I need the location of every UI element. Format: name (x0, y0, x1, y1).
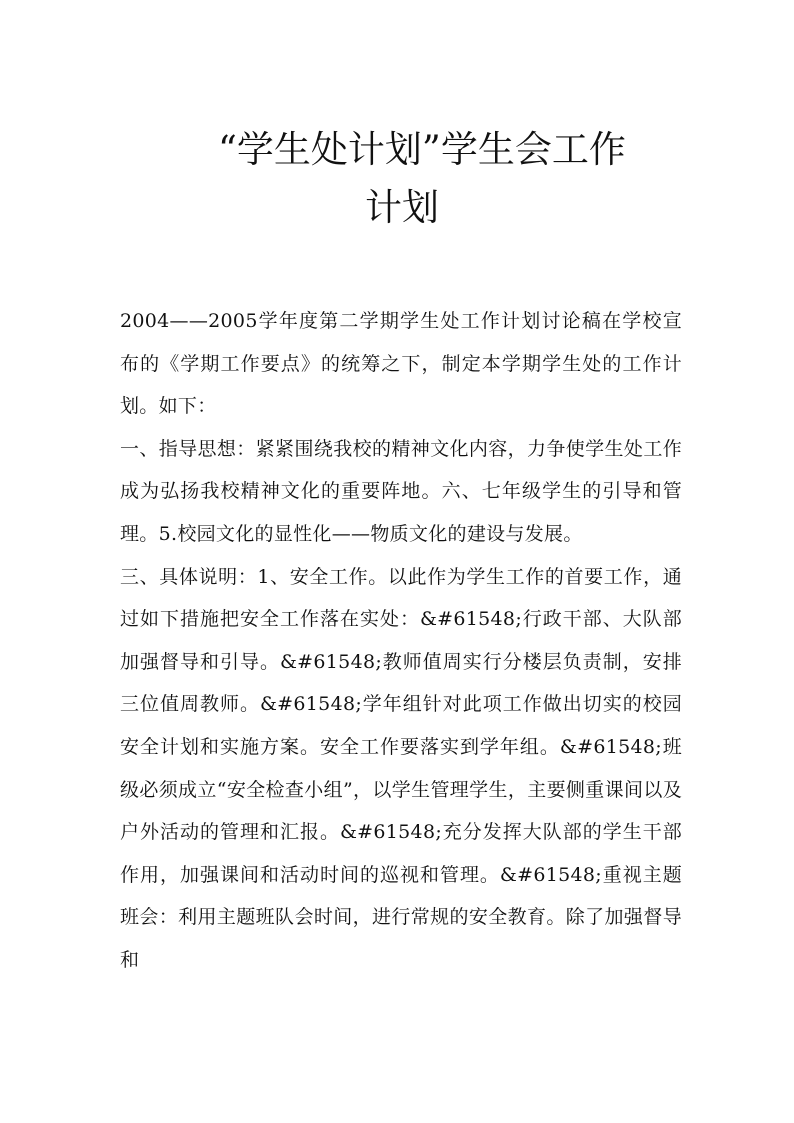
document-body (120, 300, 682, 982)
paragraph-intro: 2004——2005学年度第二学期学生处工作计划讨论稿在学校宣布的《学期工作要点》的统筹之下，制定本学期学生处的工作计划。如下： (120, 310, 682, 418)
paragraph-specific-notes: 三、具体说明：1、安全工作。以此作为学生工作的首要工作，通过如下措施把安全工作落在实处：&#61548;行政干部、大队部加强督导和引导。&#61548;教师值周实行分楼层负责制，安排三位值周教师。&#61548;学年组针对此项工作做出切实的校园安全计划和实施方案。安全工作要落实到学年组。&#61548;班级必须成立“安全检查小组”，以学生管理学生，主要侧重课间以及户外活动的管理和汇报。&#61548;充分发挥大队部的学生干部作用，加强课间和活动时间的巡视和管理。&#61548;重视主题班会：利用主题班队会时间，进行常规的安全教育。除了加强督导和 (120, 565, 682, 971)
paragraph-guiding-thought: 一、指导思想：紧紧围绕我校的精神文化内容，力争使学生处工作成为弘扬我校精神文化的重要阵地。六、七年级学生的引导和管理。5.校园文化的显性化——物质文化的建设与发展。 (120, 437, 682, 545)
document-title (0, 121, 794, 237)
title-line-1: “学生处计划”学生会工作 (218, 127, 626, 171)
title-line-2: 计划 (365, 185, 439, 229)
